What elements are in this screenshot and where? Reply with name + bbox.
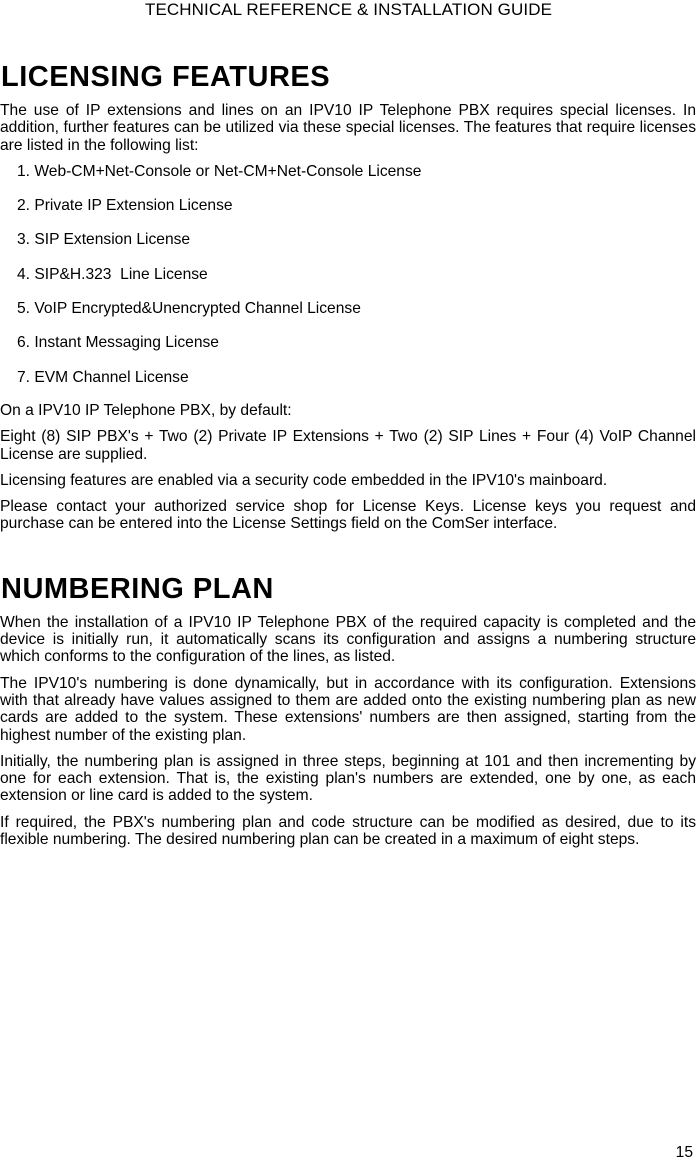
page-content	[0, 58, 696, 857]
license-item: 3. SIP Extension License	[17, 231, 191, 249]
license-item: 4. SIP&H.323 Line License	[17, 265, 208, 283]
licensing-intro: The use of IP extensions and lines on an IPV10 IP Telephone PBX requires special licenses. In addition, further features can be utilized via these special licenses. The features that require licenses are listed in the following list:	[0, 102, 696, 154]
numbering-paragraph: When the installation of a IPV10 IP Telephone PBX of the required capacity is completed and the device is initially run, it automatically scans its configuration and assigns a numbering structure which conforms to the configuration of the lines, as listed.	[0, 613, 696, 666]
page-number: 15	[675, 1144, 693, 1161]
license-item: 6. Instant Messaging License	[17, 334, 219, 352]
default-label: On a IPV10 IP Telephone PBX, by default:	[0, 401, 292, 419]
license-item: 1. Web-CM+Net-Console or Net-CM+Net-Console License	[17, 162, 422, 180]
license-contact-text: Please contact your authorized service shop for License Keys. License keys you request and purchase can be entered into the License Settings field on the ComSer interface.	[0, 498, 696, 533]
default-license-text: Eight (8) SIP PBX's + Two (2) Private IP Extensions + Two (2) SIP Lines + Four (4) VoIP Channel License are supplied.	[0, 428, 696, 463]
section-gap	[0, 542, 696, 570]
security-code-text: Licensing features are enabled via a security code embedded in the IPV10's mainboard.	[0, 471, 608, 489]
license-item: 2. Private IP Extension License	[17, 197, 233, 215]
running-header: TECHNICAL REFERENCE & INSTALLATION GUIDE	[144, 0, 553, 19]
license-item: 5. VoIP Encrypted&Unencrypted Channel License	[17, 300, 361, 318]
numbering-heading: NUMBERING PLAN	[1, 572, 274, 605]
license-list	[17, 163, 696, 386]
numbering-paragraph: If required, the PBX's numbering plan and code structure can be modified as desired, due to its flexible numbering. The desired numbering plan can be created in a maximum of eight steps.	[0, 813, 696, 849]
license-item: 7. EVM Channel License	[17, 368, 189, 386]
numbering-paragraph: The IPV10's numbering is done dynamically, but in accordance with its configuration. Extensions with that already have values assigned to them are added onto the existing numbering plan as new cards are added to the system. These extensions' numbers are then assigned, starting from the highest number of the existing plan.	[0, 674, 696, 744]
numbering-paragraph: Initially, the numbering plan is assigned in three steps, beginning at 101 and then incrementing by one for each extension. That is, the existing plan's numbers are extended, one by one, as each extension or line card is added to the system.	[0, 752, 696, 805]
licensing-heading: LICENSING FEATURES	[1, 61, 331, 93]
